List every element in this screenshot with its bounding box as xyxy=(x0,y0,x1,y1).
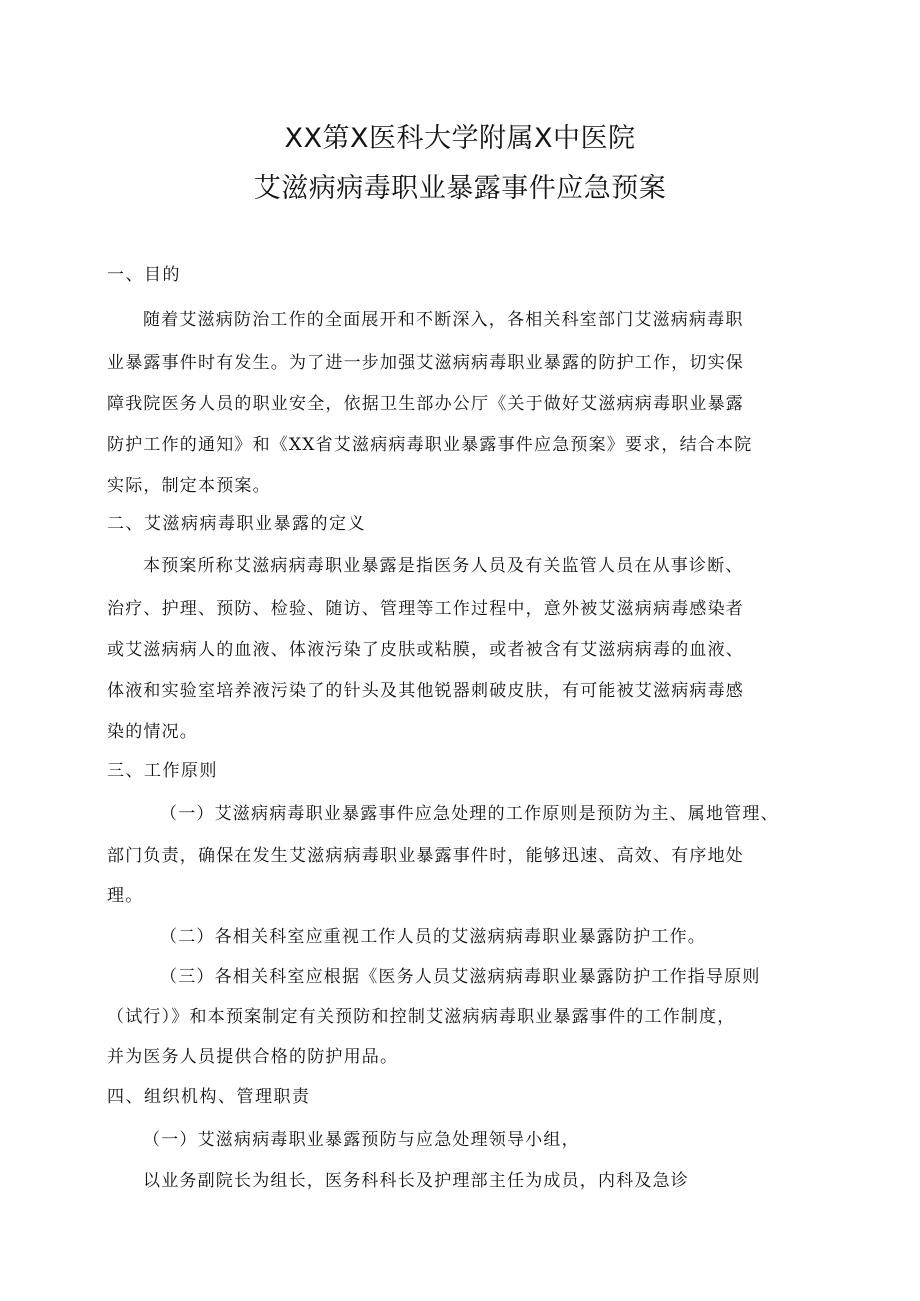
paragraph-line: 防护工作的通知》和《XX省艾滋病病毒职业暴露事件应急预案》要求，结合本院 xyxy=(107,435,753,455)
section-heading-definition: 二、艾滋病病毒职业暴露的定义 xyxy=(107,514,366,534)
paragraph-line: 障我院医务人员的职业安全，依据卫生部办公厅《关于做好艾滋病病毒职业暴露 xyxy=(107,394,744,414)
paragraph-line: （一）艾滋病病毒职业暴露预防与应急处理领导小组， xyxy=(143,1130,580,1150)
paragraph-line: （三）各相关科室应根据《医务人员艾滋病病毒职业暴露防护工作指导原则 xyxy=(160,967,761,987)
paragraph-line: （试行）》和本预案制定有关预防和控制艾滋病病毒职业暴露事件的工作制度， xyxy=(107,1007,736,1027)
section-heading-organization: 四、组织机构、管理职责 xyxy=(107,1087,311,1107)
paragraph-line: （二）各相关科室应重视工作人员的艾滋病病毒职业暴露防护工作。 xyxy=(160,927,706,947)
paragraph-line: 染的情况。 xyxy=(107,722,198,742)
section-heading-purpose: 一、目的 xyxy=(107,265,181,285)
paragraph-line: （一）艾滋病病毒职业暴露事件应急处理的工作原则是预防为主、属地管理、 xyxy=(160,804,779,824)
paragraph-line: 随着艾滋病防治工作的全面展开和不断深入，各相关科室部门艾滋病病毒职 xyxy=(143,310,744,330)
paragraph-line: 或艾滋病病人的血液、体液污染了皮肤或粘膜，或者被含有艾滋病病毒的血液、 xyxy=(107,640,744,660)
paragraph-line: 治疗、护理、预防、检验、随访、管理等工作过程中，意外被艾滋病病毒感染者 xyxy=(107,599,744,619)
paragraph-line: 业暴露事件时有发生。为了进一步加强艾滋病病毒职业暴露的防护工作，切实保 xyxy=(107,353,744,373)
section-heading-principles: 三、工作原则 xyxy=(107,761,218,781)
paragraph-line: 理。 xyxy=(107,886,144,906)
paragraph-line: 体液和实验室培养液污染了的针头及其他锐器刺破皮肤，有可能被艾滋病病毒感 xyxy=(107,681,744,701)
document-title-line1: XX第X医科大学附属X中医院 xyxy=(284,123,636,154)
document-title-line2: 艾滋病病毒职业暴露事件应急预案 xyxy=(253,173,667,204)
paragraph-line: 本预案所称艾滋病病毒职业暴露是指医务人员及有关监管人员在从事诊断、 xyxy=(143,556,744,576)
paragraph-line: 并为医务人员提供合格的防护用品。 xyxy=(107,1047,399,1067)
paragraph-line: 实际，制定本预案。 xyxy=(107,476,271,496)
paragraph-line: 以业务副院长为组长，医务科科长及护理部主任为成员，内科及急诊 xyxy=(143,1171,689,1191)
paragraph-line: 部门负责，确保在发生艾滋病病毒职业暴露事件时，能够迅速、高效、有序地处 xyxy=(107,846,744,866)
